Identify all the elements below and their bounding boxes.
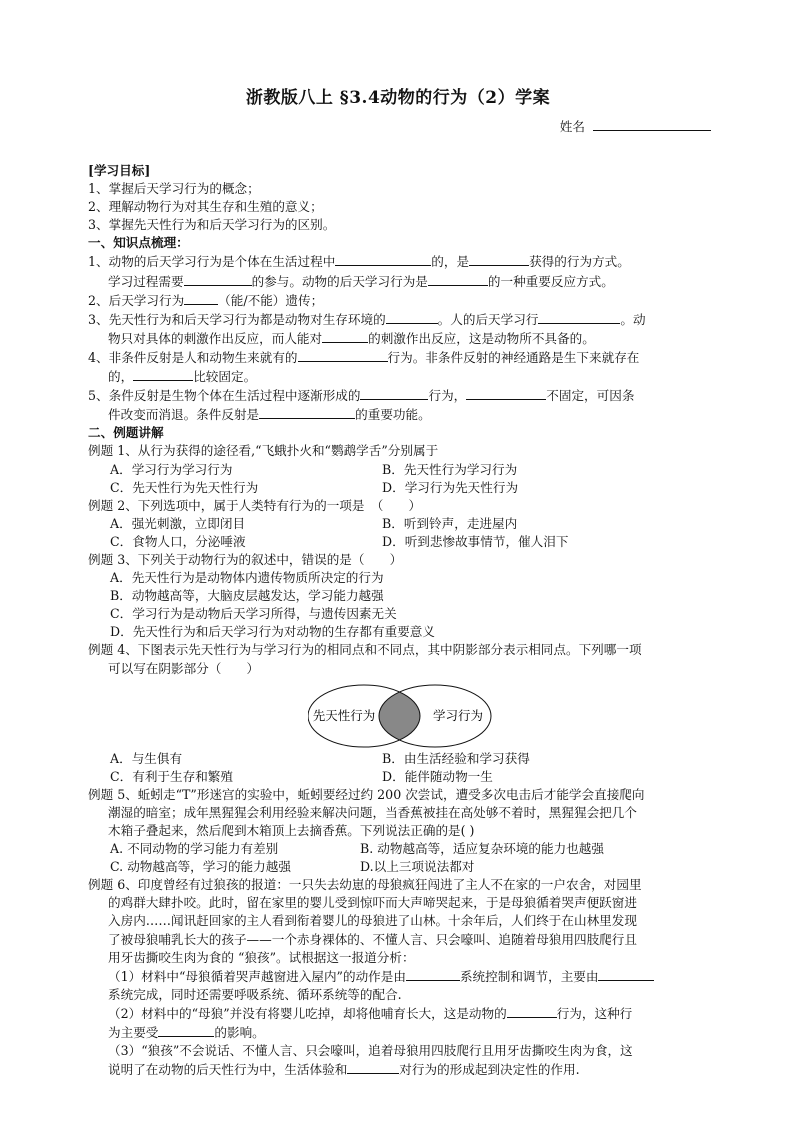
section-2-heading: 二、例题讲解 xyxy=(88,425,164,441)
text: 的，是 xyxy=(431,254,470,270)
example-6-q1-cont: 系统完成，同时还需要呼吸系统、循环系统等的配合. xyxy=(108,986,402,1002)
text: 物只对具体的刺激作出反应，而人能对 xyxy=(108,330,323,346)
knowledge-q5 xyxy=(88,386,708,405)
knowledge-q1-cont xyxy=(88,272,708,291)
example-5-stem: 例题 5、蚯蚓走“T”形迷宫的实验中，蚯蚓要经过约 200 次尝试，遭受多次电击后才能学会直接爬向 xyxy=(88,786,645,802)
text: （2）材料中的“母狼”并没有将婴儿吃掉，却将他哺育长大，这是动物的 xyxy=(108,1005,507,1021)
option-a[interactable]: A．学习行为学习行为 xyxy=(110,461,233,477)
example-5-options xyxy=(88,858,708,876)
knowledge-q3-cont xyxy=(88,329,708,348)
option-c[interactable]: C．有利于生存和繁殖 xyxy=(110,768,233,784)
text: 获得的行为方式。 xyxy=(529,254,630,270)
option-d[interactable]: D.以上三项说法都对 xyxy=(360,859,475,875)
knowledge-q4-cont xyxy=(88,367,708,386)
option-d[interactable]: D．能伴随动物一生 xyxy=(382,768,493,784)
example-6-stem-cont: 用牙齿撕咬生肉为食的 “狼孩”。试根据这一报道分析： xyxy=(108,949,415,965)
text: 的重要功能。 xyxy=(355,407,431,423)
answer-blank[interactable] xyxy=(466,386,546,400)
answer-blank[interactable] xyxy=(184,272,252,286)
answer-blank[interactable] xyxy=(184,291,218,305)
example-2-stem: 例题 2、下列选项中，属于人类特有行为的一项是 （ ） xyxy=(88,497,422,513)
venn-right-label: 学习行为 xyxy=(432,707,484,723)
example-3-stem: 例题 3、下列关于动物行为的叙述中，错误的是（ ） xyxy=(88,551,403,567)
option-d[interactable]: D．学习行为先天性行为 xyxy=(382,479,519,495)
option-b[interactable]: B．动物越高等，大脑皮层越发达，学习能力越强 xyxy=(110,588,384,604)
venn-left-label: 先天性行为 xyxy=(312,707,376,723)
objective-item: 3、掌握先天性行为和后天学习行为的区别。 xyxy=(88,217,336,233)
text: 的一种重要反应方式。 xyxy=(487,273,614,289)
text: 件改变而消退。条件反射是 xyxy=(108,407,260,423)
text: 3、先天性行为和后天学习行为都是动物对生存环境的 xyxy=(88,311,386,327)
text: 行为，这种行 xyxy=(556,1005,633,1021)
answer-blank[interactable] xyxy=(598,967,654,981)
example-6-stem: 例题 6、印度曾经有过狼孩的报道：一只失去幼崽的母狼疯狂闯进了主人不在家的一户农舍，对园里 xyxy=(88,877,642,893)
option-a[interactable]: A．与生俱有 xyxy=(110,750,183,766)
example-5-options xyxy=(88,840,708,858)
option-b[interactable]: B. 动物越高等，适应复杂环境的能力也越强 xyxy=(360,841,604,857)
text: 行为。非条件反射的神经通路是生下来就存在 xyxy=(387,349,640,365)
example-6-q3-cont xyxy=(88,1060,708,1079)
text: （1）材料中“母狼循着哭声越窗进入屋内”的动作是由 xyxy=(108,968,406,984)
answer-blank[interactable] xyxy=(158,1023,214,1037)
example-6-stem-cont: 了被母狼哺乳长大的孩子——一个赤身裸体的、不懂人言、只会嚎叫、追随着母狼用四肢爬行且 xyxy=(108,931,637,947)
knowledge-q3 xyxy=(88,310,708,329)
answer-blank[interactable] xyxy=(347,1060,399,1074)
example-6-q1 xyxy=(88,967,708,986)
option-b[interactable]: B．听到铃声，走进屋内 xyxy=(382,515,518,531)
text: 。动 xyxy=(620,311,646,327)
name-label: 姓名 xyxy=(559,119,585,134)
text: 不固定，可因条 xyxy=(546,388,635,404)
section-1-heading: 一、知识点梳理： xyxy=(88,235,189,251)
option-b[interactable]: B．先天性行为学习行为 xyxy=(382,461,518,477)
example-5-stem-cont: 木箱子叠起来，然后爬到木箱顶上去摘香蕉。下列说法正确的是( ) xyxy=(108,823,475,838)
text: （能/不能）遗传； xyxy=(218,292,324,308)
example-4-stem: 例题 4、下图表示先天性行为与学习行为的相同点和不同点，其中阴影部分表示相同点。下列哪一项 xyxy=(88,642,642,658)
option-d[interactable]: D．听到悲惨故事情节，催人泪下 xyxy=(382,533,569,549)
text: 的影响。 xyxy=(214,1025,265,1041)
example-5-stem-cont: 潮湿的暗室；成年黑猩猩会利用经验来解决问题，当香蕉被挂在高处够不着时，黑猩猩会把几个 xyxy=(108,804,637,820)
knowledge-q1 xyxy=(88,252,708,271)
answer-blank[interactable] xyxy=(538,310,620,324)
answer-blank[interactable] xyxy=(322,329,368,343)
knowledge-q5-cont xyxy=(88,405,708,424)
name-field-row xyxy=(88,116,711,136)
example-6-stem-cont: 的鸡群大肆扑咬。此时，留在家里的婴儿受到惊吓而大声啼哭起来，于是母狼循着哭声便跃窗进 xyxy=(108,895,637,911)
example-6-q3: （3）“狼孩”不会说话、不懂人言、只会嚎叫，追着母狼用四肢爬行且用牙齿撕咬生肉为食，这 xyxy=(108,1043,633,1059)
example-6-q2-cont xyxy=(88,1023,708,1042)
worksheet xyxy=(88,86,708,1079)
text: 为主要受 xyxy=(108,1025,159,1041)
text: 2、后天学习行为 xyxy=(88,292,185,308)
text: 比较固定。 xyxy=(193,369,257,385)
example-1-stem: 例题 1、从行为获得的途径看,“飞蛾扑火和“鹦鹉学舌”分别属于 xyxy=(88,443,439,459)
text: 对行为的形成起到决定性的作用. xyxy=(399,1062,580,1078)
answer-blank[interactable] xyxy=(507,1004,557,1018)
knowledge-q2 xyxy=(88,291,708,310)
example-2-options xyxy=(88,533,708,551)
example-4-stem-cont: 可以写在阴影部分（ ） xyxy=(108,660,260,676)
answer-blank[interactable] xyxy=(298,348,388,362)
option-c[interactable]: C．学习行为是动物后天学习所得，与遗传因素无关 xyxy=(110,606,397,622)
example-1-options xyxy=(88,479,708,497)
text: 的参与。动物的后天学习行为是 xyxy=(251,273,428,289)
option-a[interactable]: A. 不同动物的学习能力有差别 xyxy=(110,841,279,857)
answer-blank[interactable] xyxy=(469,252,529,266)
answer-blank[interactable] xyxy=(360,386,428,400)
text: 。人的后天学习行 xyxy=(437,311,539,327)
option-d[interactable]: D．先天性行为和后天学习行为对动物的生存都有重要意义 xyxy=(110,624,435,640)
example-4-options xyxy=(88,768,708,786)
option-c[interactable]: C. 动物越高等，学习的能力越强 xyxy=(110,859,291,875)
text: 的， xyxy=(108,369,134,385)
answer-blank[interactable] xyxy=(335,252,431,266)
text: 系统控制和调节，主要由 xyxy=(459,968,599,984)
answer-blank[interactable] xyxy=(406,967,460,981)
text: 4、非条件反射是人和动物生来就有的 xyxy=(88,349,298,365)
objective-item: 1、掌握后天学习行为的概念； xyxy=(88,181,260,197)
option-c[interactable]: C．食物人口，分泌唾液 xyxy=(110,533,246,549)
example-6-q2 xyxy=(88,1004,708,1023)
page-title: 浙教版八上 §3.4动物的行为（2）学案 xyxy=(245,88,551,108)
answer-blank[interactable] xyxy=(428,272,488,286)
objective-item: 2、理解动物行为对其生存和生殖的意义； xyxy=(88,199,323,215)
answer-blank[interactable] xyxy=(133,367,193,381)
answer-blank[interactable] xyxy=(386,310,438,324)
knowledge-q4 xyxy=(88,348,708,367)
option-a[interactable]: A．强光刺激，立即闭目 xyxy=(110,515,246,531)
name-blank[interactable] xyxy=(593,116,711,131)
option-b[interactable]: B．由生活经验和学习获得 xyxy=(382,750,530,766)
text: 学习过程需要 xyxy=(108,273,184,289)
option-c[interactable]: C．先天性行为先天性行为 xyxy=(110,479,259,495)
venn-diagram xyxy=(88,684,708,750)
text: 说明了在动物的后天性行为中，生活体验和 xyxy=(108,1062,348,1078)
text: 5、条件反射是生物个体在生活过程中逐渐形成的 xyxy=(88,388,361,404)
text: 1、动物的后天学习行为是个体在生活过程中 xyxy=(88,254,336,270)
text: 行为， xyxy=(428,388,467,404)
example-6-stem-cont: 入房内……闻讯赶回家的主人看到衔着婴儿的母狼进了山林。十余年后，人们终于在山林里发现 xyxy=(108,913,637,929)
example-1-options xyxy=(88,461,708,479)
objectives-heading: [学习目标] xyxy=(88,163,151,178)
text: 的刺激作出反应，这是动物所不具备的。 xyxy=(368,330,595,346)
example-4-options xyxy=(88,750,708,768)
example-2-options xyxy=(88,515,708,533)
option-a[interactable]: A．先天性行为是动物体内遗传物质所决定的行为 xyxy=(110,570,384,586)
answer-blank[interactable] xyxy=(259,405,355,419)
